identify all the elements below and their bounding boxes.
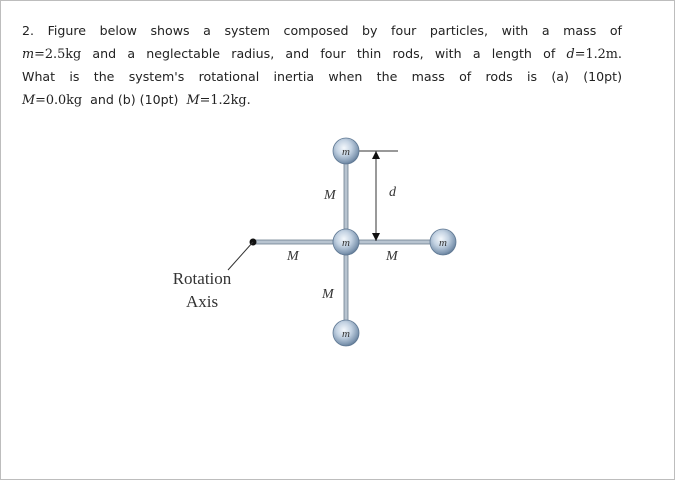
length-value: =1.2m. [574,46,622,62]
particle-right [430,229,456,255]
problem-text: Figure below shows a system composed by four particles, with a mass of [47,23,622,38]
length-label: d [389,185,396,200]
rod-mass-value-b: =1.2kg. [199,92,251,108]
dimension-arrow-top-icon [372,151,380,159]
rod-mass-symbol: M [186,92,200,108]
particle-label: m [342,237,350,249]
rod-label-top: M [324,188,336,203]
rod-vertical-bottom [344,255,348,321]
rod-horizontal-left [253,240,333,244]
mass-value: =2.5kg [34,46,82,62]
rod-mass-symbol: M [22,92,36,108]
particle-label: m [342,328,350,340]
particle-bottom [333,320,359,346]
problem-number: 2. [22,23,35,38]
particle-top [333,138,359,164]
rod-vertical-top [344,163,348,229]
rod-mass-value-a: =0.0kg [35,92,83,108]
problem-text: and a neglectable radius, and four thin rods, with a length of [92,45,556,61]
particle-label: m [342,146,350,158]
axis-label-line-2: Axis [185,292,219,311]
axis-label-line-1: Rotation [172,269,232,288]
rod-label-bottom: M [322,287,334,302]
length-symbol: d [566,46,575,62]
axis-pointer-line [228,242,253,270]
particle-center [333,229,359,255]
particle-label: m [439,237,447,249]
problem-text: and (b) (10pt) [90,91,179,107]
rod-label-left: M [287,249,299,264]
mass-symbol: m [22,46,35,62]
rod-label-right: M [386,249,398,264]
problem-text: What is the system's rotational inertia when the mass of rods is (a) (10pt) [22,69,622,84]
rod-horizontal-right [359,240,431,244]
